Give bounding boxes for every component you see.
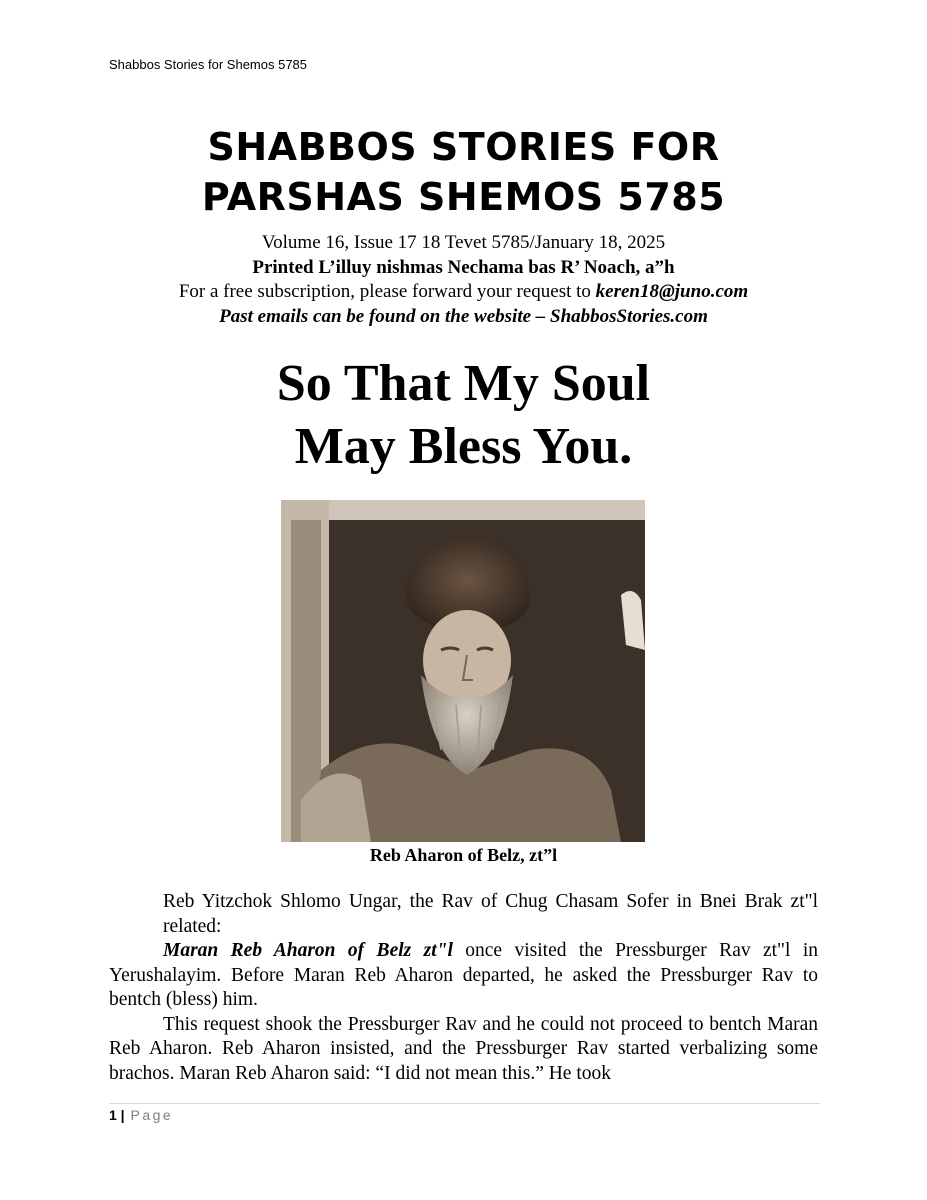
story-title	[0, 352, 927, 478]
story-body	[109, 890, 818, 1086]
masthead-line-1: SHABBOS STORIES FOR	[207, 125, 720, 169]
paragraph-3: This request shook the Pressburger Rav and he could not proceed to bentch Maran Reb Aharon. Reb Aharon insisted, and the Pressburger Rav started verbalizing some brachos. Maran Reb Aharon said: “I did not mean this.” He took	[109, 1013, 818, 1084]
paragraph-2-lead: Maran Reb Aharon of Belz zt"l	[163, 940, 453, 961]
page-number: 1	[109, 1107, 117, 1123]
volume-line: Volume 16, Issue 17 18 Tevet 5785/January 18, 2025	[261, 232, 666, 253]
story-title-line-1: So That My Soul	[276, 355, 651, 412]
subscription-email[interactable]: keren18@juno.com	[595, 281, 749, 302]
page-label: Page	[130, 1107, 174, 1123]
page-footer	[109, 1107, 173, 1123]
masthead	[0, 122, 927, 222]
subscription-text: For a free subscription, please forward your request to	[178, 281, 596, 302]
portrait-illustration	[281, 500, 645, 842]
dedication-line: Printed L’illuy nishmas Nechama bas R’ Noach, a”h	[252, 256, 675, 278]
portrait-photo	[281, 500, 645, 842]
story-title-line-2: May Bless You.	[294, 418, 633, 475]
running-header: Shabbos Stories for Shemos 5785	[109, 57, 308, 72]
paragraph-1: Reb Yitzchok Shlomo Ungar, the Rav of Chug Chasam Sofer in Bnei Brak zt"l related:	[163, 891, 818, 937]
masthead-line-2: PARSHAS SHEMOS 5785	[201, 175, 726, 219]
page-separator: |	[116, 1107, 129, 1123]
issue-info	[0, 231, 927, 329]
paragraph-2	[109, 939, 818, 1013]
paragraph-2-text: once visited the Pressburger Rav zt"l in Yerushalayim. Before Maran Reb Aharon departed, he asked the Pressburger Rav to bentch (bless) him.	[109, 940, 818, 1010]
website-line: Past emails can be found on the website – ShabbosStories.com	[219, 305, 708, 327]
subscription-line	[0, 280, 927, 305]
footer-divider	[109, 1103, 820, 1104]
photo-caption: Reb Aharon of Belz, zt”l	[369, 845, 558, 865]
